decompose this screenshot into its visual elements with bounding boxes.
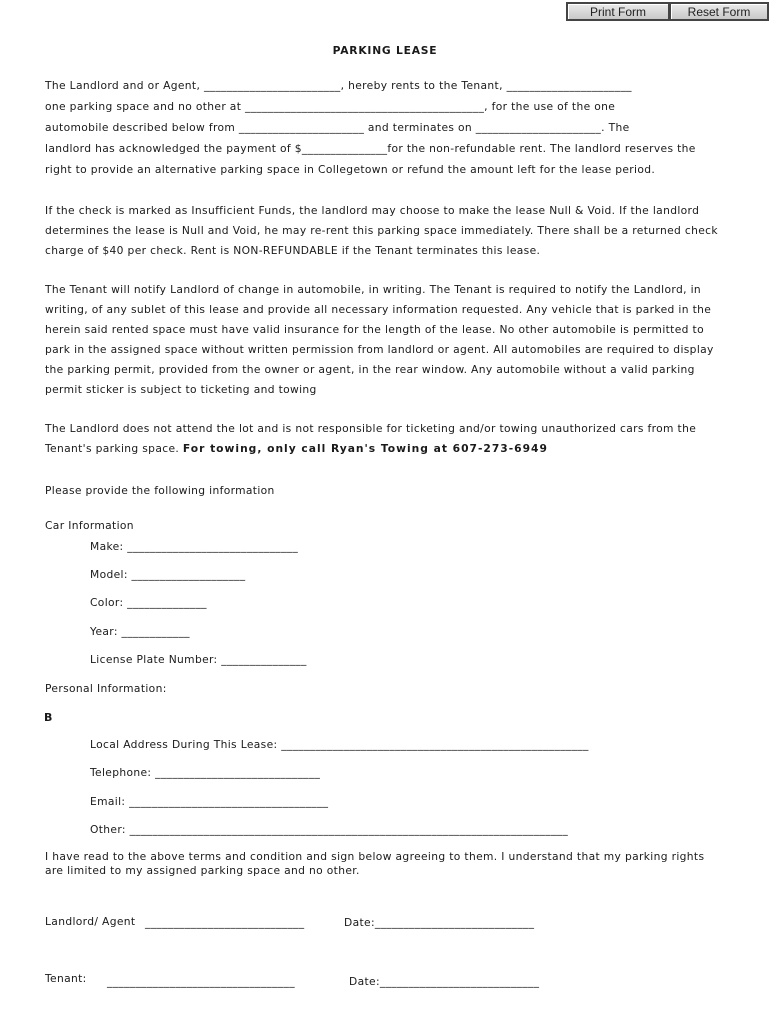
reset-form-button[interactable]: Reset Form [669, 2, 769, 21]
bullet-symbol: B [44, 711, 53, 724]
text-line: writing, of any sublet of this lease and provide all necessary information requested. Any vehicle that is parked in the [45, 303, 712, 316]
tenant-signature-field[interactable]: _________________________________ [107, 975, 295, 988]
car-info-heading: Car Information [45, 519, 134, 532]
personal-info-heading: Personal Information: [45, 682, 167, 695]
text-line: landlord has acknowledged the payment of $_______________for the non-refundable rent. The landlord reserves the [45, 142, 696, 155]
model-field[interactable]: Model: ____________________ [90, 568, 246, 581]
text-line: The Landlord and or Agent, ________________________, hereby rents to the Tenant, ______________________ [45, 79, 632, 92]
landlord-date-field[interactable]: Date:____________________________ [344, 916, 535, 929]
telephone-field[interactable]: Telephone: _____________________________ [90, 766, 321, 779]
landlord-label: Landlord/ Agent [45, 915, 136, 928]
text-line: herein said rented space must have valid insurance for the length of the lease. No other automobile is permitted to [45, 323, 704, 336]
text-line: The Tenant will notify Landlord of change in automobile, in writing. The Tenant is required to notify the Landlord, in [45, 283, 702, 296]
text-line: are limited to my assigned parking space and no other. [45, 864, 360, 877]
text-line: the parking permit, provided from the owner or agent, in the rear window. Any automobile without a valid parking [45, 363, 695, 376]
text-line: charge of $40 per check. Rent is NON-REFUNDABLE if the Tenant terminates this lease. [45, 244, 541, 257]
text-line: The Landlord does not attend the lot and is not responsible for ticketing and/or towing unauthorized cars from the [45, 422, 697, 435]
text-line: one parking space and no other at __________________________________________, for the use of the one [45, 100, 616, 113]
landlord-signature-field[interactable]: ____________________________ [145, 916, 305, 929]
text-line: right to provide an alternative parking space in Collegetown or refund the amount left for the lease period. [45, 163, 656, 176]
text-line: determines the lease is Null and Void, he may re-rent this parking space immediately. There shall be a returned check [45, 224, 718, 237]
tenant-obligations-paragraph [45, 280, 735, 400]
towing-text: Tenant's parking space. [45, 442, 180, 455]
text-line: I have read to the above terms and condition and sign below agreeing to them. I understand that my parking rights [45, 850, 705, 863]
page-title: PARKING LEASE [332, 44, 438, 57]
license-plate-field[interactable]: License Plate Number: _______________ [90, 653, 307, 666]
text-line: automobile described below from ______________________ and terminates on ______________________. The [45, 121, 630, 134]
text-line: park in the assigned space without written permission from landlord or agent. All automobiles are required to display [45, 343, 714, 356]
lease-terms-paragraph [45, 75, 735, 180]
towing-contact: For towing, only call Ryan's Towing at 607-273-6949 [182, 442, 548, 455]
make-field[interactable]: Make: ______________________________ [90, 540, 299, 553]
insufficient-funds-paragraph [45, 201, 735, 261]
tenant-date-field[interactable]: Date:____________________________ [349, 975, 540, 988]
local-address-field[interactable]: Local Address During This Lease: ______________________________________________________ [90, 738, 589, 751]
text-line [45, 439, 735, 459]
text-line: If the check is marked as Insufficient Funds, the landlord may choose to make the lease Null & Void. If the landlord [45, 204, 700, 217]
other-field[interactable]: Other: _____________________________________________________________________________ [90, 823, 569, 836]
print-form-button[interactable]: Print Form [566, 2, 670, 21]
tenant-label: Tenant: [45, 972, 87, 985]
text-line: permit sticker is subject to ticketing and towing [45, 383, 317, 396]
year-field[interactable]: Year: ____________ [90, 625, 190, 638]
email-field[interactable]: Email: ___________________________________ [90, 795, 329, 808]
towing-paragraph [45, 419, 735, 459]
agreement-paragraph [45, 850, 735, 878]
provide-info-text: Please provide the following information [45, 484, 275, 497]
color-field[interactable]: Color: ______________ [90, 596, 207, 609]
